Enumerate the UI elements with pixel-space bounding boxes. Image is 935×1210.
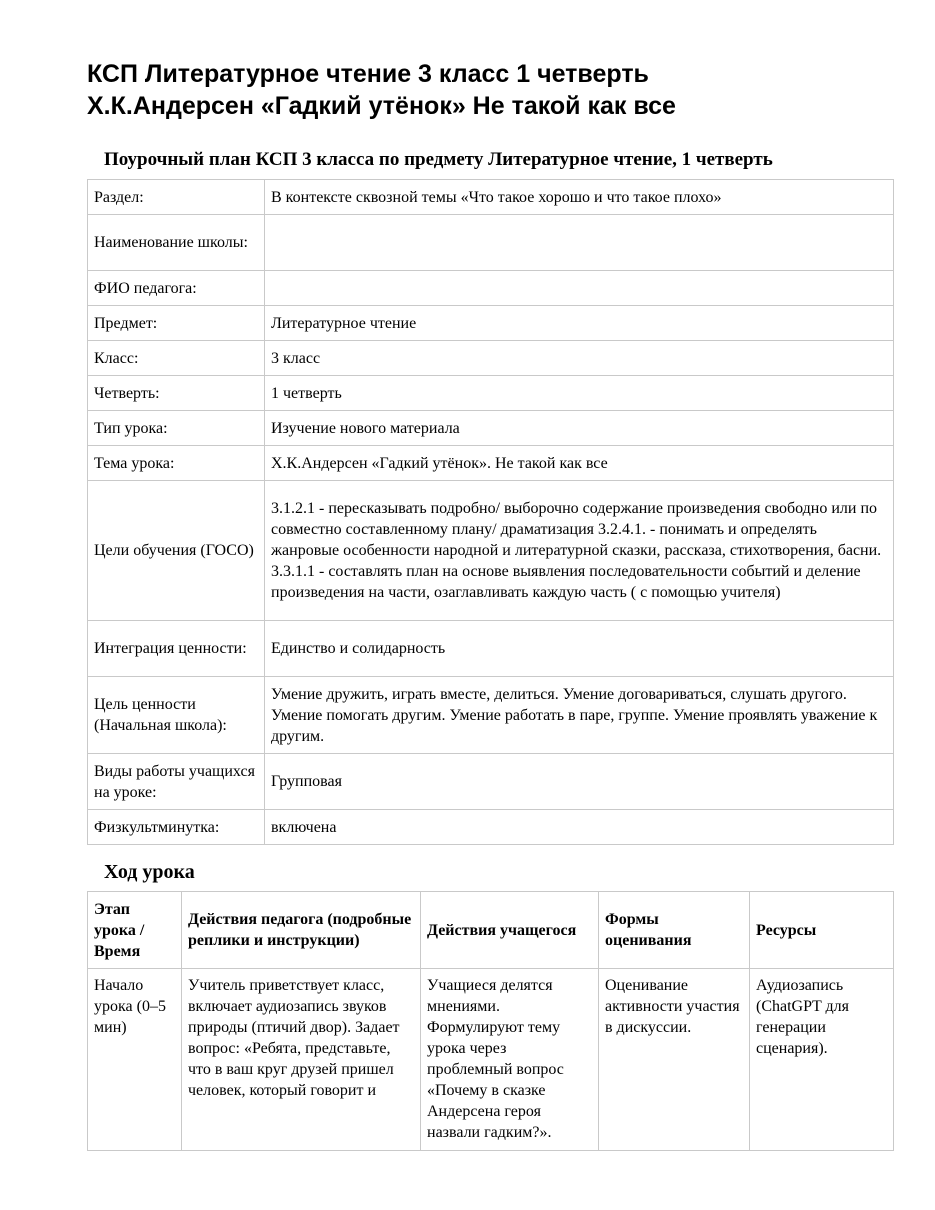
info-label-grade: Класс: <box>88 341 265 376</box>
info-label-lesson-type: Тип урока: <box>88 411 265 446</box>
table-row <box>88 271 894 306</box>
info-value-value-integration: Единство и солидарность <box>265 621 894 677</box>
lesson-flow-table <box>87 891 894 1151</box>
info-label-teacher: ФИО педагога: <box>88 271 265 306</box>
cell-student-actions: Учащиеся делятся мнениями. Формулируют тему урока через проблемный вопрос «Почему в сказке Андерсена героя назвали гадким?». <box>421 969 599 1151</box>
column-header-assessment: Формы оценивания <box>599 892 750 969</box>
info-value-grade: 3 класс <box>265 341 894 376</box>
info-label-value-goal: Цель ценности (Начальная школа): <box>88 677 265 754</box>
info-label-section: Раздел: <box>88 180 265 215</box>
info-label-work-types: Виды работы учащихся на уроке: <box>88 754 265 810</box>
column-header-stage: Этап урока / Время <box>88 892 182 969</box>
info-value-lesson-type: Изучение нового материала <box>265 411 894 446</box>
table-row <box>88 481 894 621</box>
cell-teacher-actions: Учитель приветствует класс, включает аудиозапись звуков природы (птичий двор). Задает вопрос: «Ребята, представьте, что в ваш круг друзей пришел человек, который говорит и <box>182 969 421 1151</box>
info-value-learning-goals: 3.1.2.1 - пересказывать подробно/ выборочно содержание произведения свободно или по совместно составленному плану/ драматизация 3.2.4.1. - понимать и определять жанровые особенности народной и литературной сказки, рассказа, стихотворения, басни. 3.3.1.1 - составлять план на основе выявления последовательности событий и деление произведения на части, озаглавливать каждую часть ( с помощью учителя) <box>265 481 894 621</box>
cell-stage: Начало урока (0–5 мин) <box>88 969 182 1151</box>
lesson-flow-heading: Ход урока <box>104 861 195 883</box>
table-row <box>88 621 894 677</box>
table-row <box>88 810 894 845</box>
info-value-quarter: 1 четверть <box>265 376 894 411</box>
info-value-teacher <box>265 271 894 306</box>
table-row <box>88 215 894 271</box>
table-header-row <box>88 892 894 969</box>
info-label-lesson-topic: Тема урока: <box>88 446 265 481</box>
info-value-work-types: Групповая <box>265 754 894 810</box>
table-row <box>88 180 894 215</box>
info-value-phys-break: включена <box>265 810 894 845</box>
info-label-subject: Предмет: <box>88 306 265 341</box>
table-row <box>88 341 894 376</box>
info-label-quarter: Четверть: <box>88 376 265 411</box>
info-label-learning-goals: Цели обучения (ГОСО) <box>88 481 265 621</box>
table-row <box>88 376 894 411</box>
table-row <box>88 677 894 754</box>
info-value-school <box>265 215 894 271</box>
column-header-student-actions: Действия учащегося <box>421 892 599 969</box>
info-label-value-integration: Интеграция ценности: <box>88 621 265 677</box>
plan-heading: Поурочный план КСП 3 класса по предмету Литературное чтение, 1 четверть <box>104 149 773 170</box>
info-value-value-goal: Умение дружить, играть вместе, делиться. Умение договариваться, слушать другого. Умение помогать другим. Умение работать в паре, группе. Умение проявлять уважение к другим. <box>265 677 894 754</box>
table-row <box>88 446 894 481</box>
info-value-section: В контексте сквозной темы «Что такое хорошо и что такое плохо» <box>265 180 894 215</box>
cell-assessment: Оценивание активности участия в дискуссии. <box>599 969 750 1151</box>
table-row <box>88 411 894 446</box>
document-title-line-2: Х.К.Андерсен «Гадкий утёнок» Не такой как все <box>87 92 676 120</box>
cell-resources: Аудиозапись (ChatGPT для генерации сценария). <box>750 969 894 1151</box>
table-row <box>88 306 894 341</box>
column-header-teacher-actions: Действия педагога (подробные реплики и инструкции) <box>182 892 421 969</box>
lesson-info-table <box>87 179 894 845</box>
info-label-phys-break: Физкультминутка: <box>88 810 265 845</box>
table-row <box>88 969 894 1151</box>
info-label-school: Наименование школы: <box>88 215 265 271</box>
document-title <box>87 58 887 122</box>
info-value-lesson-topic: Х.К.Андерсен «Гадкий утёнок». Не такой как все <box>265 446 894 481</box>
document-title-line-1: КСП Литературное чтение 3 класс 1 четверть <box>87 60 649 88</box>
info-value-subject: Литературное чтение <box>265 306 894 341</box>
table-row <box>88 754 894 810</box>
column-header-resources: Ресурсы <box>750 892 894 969</box>
